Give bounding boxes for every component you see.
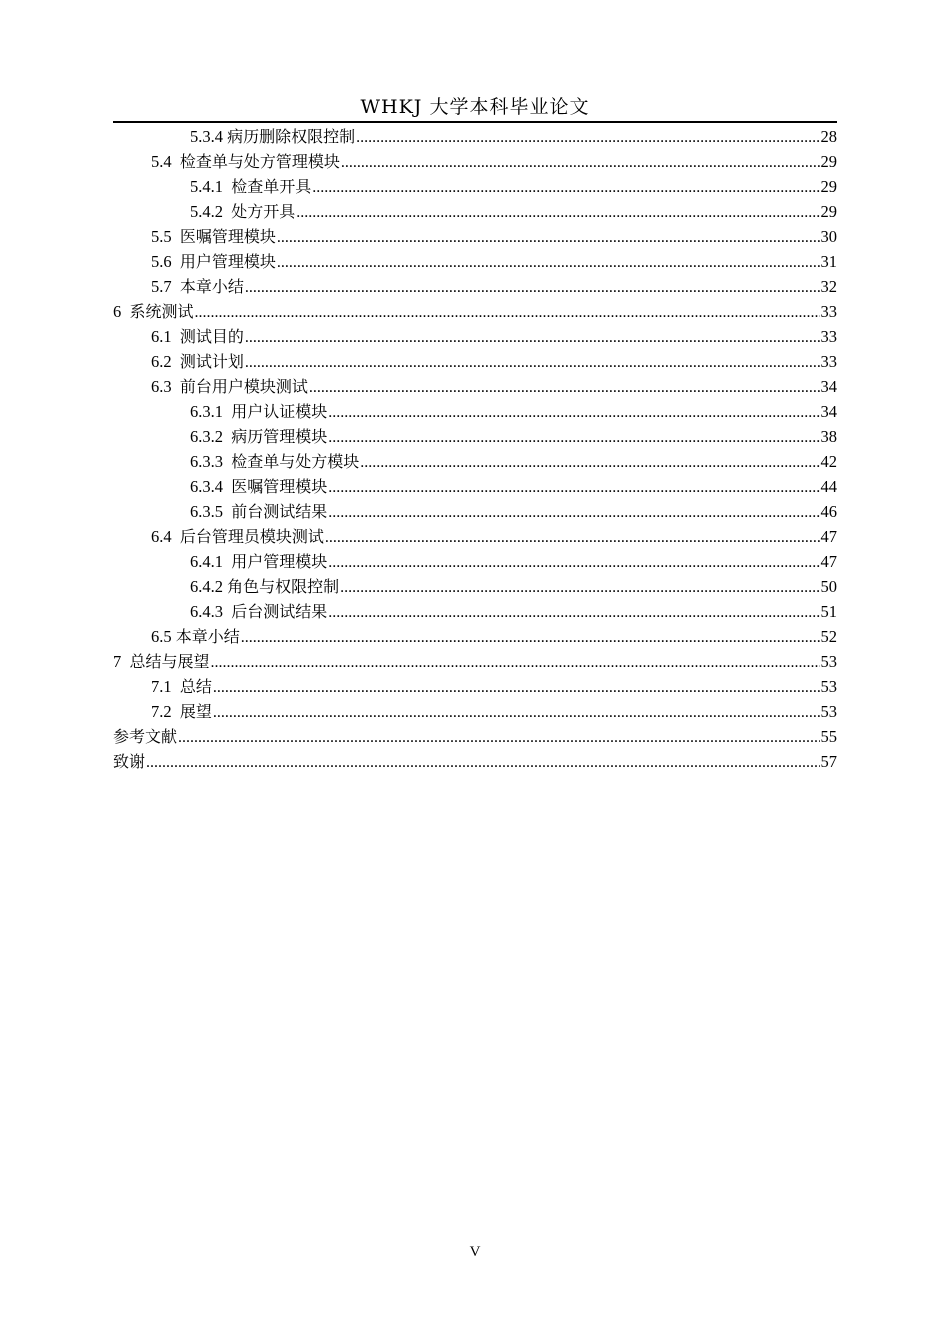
toc-entry[interactable]: [113, 599, 837, 624]
toc-entry-number: 5.7: [151, 277, 180, 296]
toc-dot-leader: [328, 475, 819, 500]
toc-page-number: 46: [820, 502, 837, 521]
toc-entry-title: [190, 199, 295, 224]
toc-entry[interactable]: [113, 574, 837, 599]
toc-entry-text: 总结与展望: [129, 652, 210, 671]
toc-entry-title: [190, 174, 311, 199]
toc-entry[interactable]: [113, 474, 837, 499]
toc-entry-text: 参考文献: [113, 727, 178, 746]
toc-page-number: 42: [820, 452, 837, 471]
toc-entry-number: 7.2: [151, 702, 180, 721]
toc-page-number: 29: [820, 177, 837, 196]
toc-entry-number: 7: [113, 652, 130, 671]
toc-page-number: 50: [820, 577, 837, 596]
toc-entry-title: [151, 324, 244, 349]
toc-entry-title: [151, 224, 276, 249]
toc-page-number: 44: [820, 477, 837, 496]
toc-entry-number: 5.4: [151, 152, 180, 171]
toc-entry-title: [113, 299, 194, 324]
toc-dot-leader: [328, 400, 819, 425]
toc-entry-title: [113, 724, 177, 749]
toc-entry[interactable]: [113, 549, 837, 574]
toc-dot-leader: [213, 700, 820, 725]
toc-page-number: 53: [820, 652, 837, 671]
toc-entry-text: 用户管理模块: [179, 252, 276, 271]
toc-page-number: 32: [820, 277, 837, 296]
toc-entry-text: 用户认证模块: [231, 402, 328, 421]
toc-entry-text: 医嘱管理模块: [231, 477, 328, 496]
toc-dot-leader: [296, 200, 819, 225]
toc-entry[interactable]: [113, 499, 837, 524]
toc-dot-leader: [241, 625, 820, 650]
toc-page-number: 57: [820, 752, 837, 771]
toc-entry[interactable]: [113, 649, 837, 674]
toc-page-number: 51: [820, 602, 837, 621]
toc-dot-leader: [328, 550, 819, 575]
toc-entry[interactable]: [113, 249, 837, 274]
toc-page-number: 31: [820, 252, 837, 271]
toc-dot-leader: [328, 425, 819, 450]
toc-entry-text: 测试目的: [179, 327, 244, 346]
toc-dot-leader: [356, 125, 819, 150]
toc-page-number: 53: [820, 702, 837, 721]
toc-entry-number: 6.3: [151, 377, 180, 396]
toc-dot-leader: [360, 450, 819, 475]
toc-page-number: 30: [820, 227, 837, 246]
header-rule: [113, 121, 837, 123]
toc-page-number: 47: [820, 552, 837, 571]
toc-page-number: 38: [820, 427, 837, 446]
toc-dot-leader: [309, 375, 820, 400]
toc-page-number: 53: [820, 677, 837, 696]
toc-entry-number: 6.4: [151, 527, 180, 546]
page-number: V: [469, 1244, 481, 1260]
toc-dot-leader: [277, 250, 820, 275]
toc-dot-leader: [340, 575, 819, 600]
toc-entry-number: 7.1: [151, 677, 180, 696]
toc-entry-title: [151, 149, 340, 174]
toc-entry-title: [190, 399, 327, 424]
toc-page-number: 34: [820, 377, 837, 396]
toc-entry-number: 5.4.2: [190, 202, 232, 221]
toc-entry-text: 前台用户模块测试: [179, 377, 308, 396]
toc-entry[interactable]: [113, 274, 837, 299]
toc-entry[interactable]: [113, 699, 837, 724]
toc-entry-title: [113, 649, 210, 674]
toc-entry-number: 5.6: [151, 252, 180, 271]
toc-dot-leader: [245, 275, 820, 300]
page-header: WHKJ 大学本科毕业论文: [360, 96, 590, 118]
toc-page-number: 33: [820, 352, 837, 371]
toc-entry-number: 6.3.1: [190, 402, 232, 421]
toc-entry-title: [190, 449, 359, 474]
toc-entry[interactable]: [113, 349, 837, 374]
toc-dot-leader: [341, 150, 820, 175]
toc-entry-text: 角色与权限控制: [227, 577, 340, 596]
toc-entry-text: 后台测试结果: [231, 602, 328, 621]
toc-entry-number: 6.4.1: [190, 552, 232, 571]
toc-entry[interactable]: [113, 124, 837, 149]
toc-entry[interactable]: [113, 399, 837, 424]
toc-entry-title: [151, 699, 212, 724]
toc-entry-text: 检查单开具: [231, 177, 312, 196]
toc-entry-number: 5.5: [151, 227, 180, 246]
toc-entry[interactable]: [113, 149, 837, 174]
toc-dot-leader: [325, 525, 820, 550]
toc-entry-text: 致谢: [113, 752, 146, 771]
toc-dot-leader: [277, 225, 820, 250]
toc-entry-text: 病历管理模块: [231, 427, 328, 446]
toc-entry-number: 5.4.1: [190, 177, 232, 196]
toc-entry-text: 测试计划: [179, 352, 244, 371]
toc-entry-title: [151, 274, 244, 299]
toc-entry-text: 用户管理模块: [231, 552, 328, 571]
toc-entry-number: 6.2: [151, 352, 180, 371]
toc-entry-title: [113, 749, 145, 774]
toc-dot-leader: [146, 750, 819, 775]
toc-entry[interactable]: [113, 424, 837, 449]
toc-entry-text: 系统测试: [129, 302, 194, 321]
toc-page-number: 55: [820, 727, 837, 746]
toc-entry[interactable]: [113, 674, 837, 699]
toc-entry[interactable]: [113, 624, 837, 649]
toc-dot-leader: [245, 325, 820, 350]
toc-entry-title: [151, 624, 240, 649]
toc-entry[interactable]: [113, 224, 837, 249]
toc-entry[interactable]: [113, 724, 837, 749]
toc-entry-title: [151, 349, 244, 374]
toc-entry-text: 后台管理员模块测试: [179, 527, 324, 546]
toc-entry-text: 检查单与处方模块: [231, 452, 360, 471]
toc-entry-title: [190, 599, 327, 624]
toc-dot-leader: [328, 500, 819, 525]
toc-entry-title: [190, 124, 355, 149]
toc-entry-text: 病历删除权限控制: [227, 127, 356, 146]
toc-entry-title: [190, 424, 327, 449]
toc-page-number: 33: [820, 302, 837, 321]
toc-entry-number: 6.1: [151, 327, 180, 346]
toc-entry-text: 本章小结: [179, 277, 244, 296]
toc-page-number: 34: [820, 402, 837, 421]
toc-dot-leader: [245, 350, 820, 375]
toc-entry[interactable]: [113, 199, 837, 224]
toc-page-number: 28: [820, 127, 837, 146]
toc-entry-title: [151, 524, 324, 549]
toc-page-number: 33: [820, 327, 837, 346]
toc-entry-number: 6.3.5: [190, 502, 232, 521]
toc-entry-number: 6.3.4: [190, 477, 232, 496]
toc-dot-leader: [178, 725, 819, 750]
table-of-contents: [113, 124, 837, 774]
toc-entry[interactable]: [113, 749, 837, 774]
toc-entry-text: 总结: [179, 677, 212, 696]
toc-entry-number: 6: [113, 302, 130, 321]
toc-dot-leader: [195, 300, 820, 325]
toc-dot-leader: [328, 600, 819, 625]
toc-page-number: 47: [820, 527, 837, 546]
toc-entry-text: 医嘱管理模块: [179, 227, 276, 246]
toc-dot-leader: [213, 675, 820, 700]
toc-page-number: 52: [820, 627, 837, 646]
toc-entry[interactable]: [113, 299, 837, 324]
toc-entry-number: 6.5: [151, 627, 176, 646]
toc-entry-number: 6.3.3: [190, 452, 232, 471]
toc-entry[interactable]: [113, 374, 837, 399]
toc-entry-number: 5.3.4: [190, 127, 228, 146]
toc-entry-title: [151, 374, 308, 399]
toc-entry-title: [190, 549, 327, 574]
toc-dot-leader: [211, 650, 820, 675]
toc-page-number: 29: [820, 202, 837, 221]
toc-entry-title: [190, 499, 327, 524]
toc-page-number: 29: [820, 152, 837, 171]
toc-entry-title: [190, 474, 327, 499]
toc-entry-title: [151, 674, 212, 699]
toc-entry-text: 检查单与处方管理模块: [179, 152, 340, 171]
toc-entry-text: 本章小结: [175, 627, 240, 646]
toc-entry-title: [151, 249, 276, 274]
toc-entry-title: [190, 574, 339, 599]
toc-entry-number: 6.4.2: [190, 577, 228, 596]
toc-entry[interactable]: [113, 524, 837, 549]
toc-entry-text: 展望: [179, 702, 212, 721]
toc-dot-leader: [312, 175, 819, 200]
toc-entry-text: 前台测试结果: [231, 502, 328, 521]
toc-entry-number: 6.3.2: [190, 427, 232, 446]
toc-entry[interactable]: [113, 324, 837, 349]
toc-entry-text: 处方开具: [231, 202, 296, 221]
toc-entry[interactable]: [113, 174, 837, 199]
toc-entry-number: 6.4.3: [190, 602, 232, 621]
toc-entry[interactable]: [113, 449, 837, 474]
